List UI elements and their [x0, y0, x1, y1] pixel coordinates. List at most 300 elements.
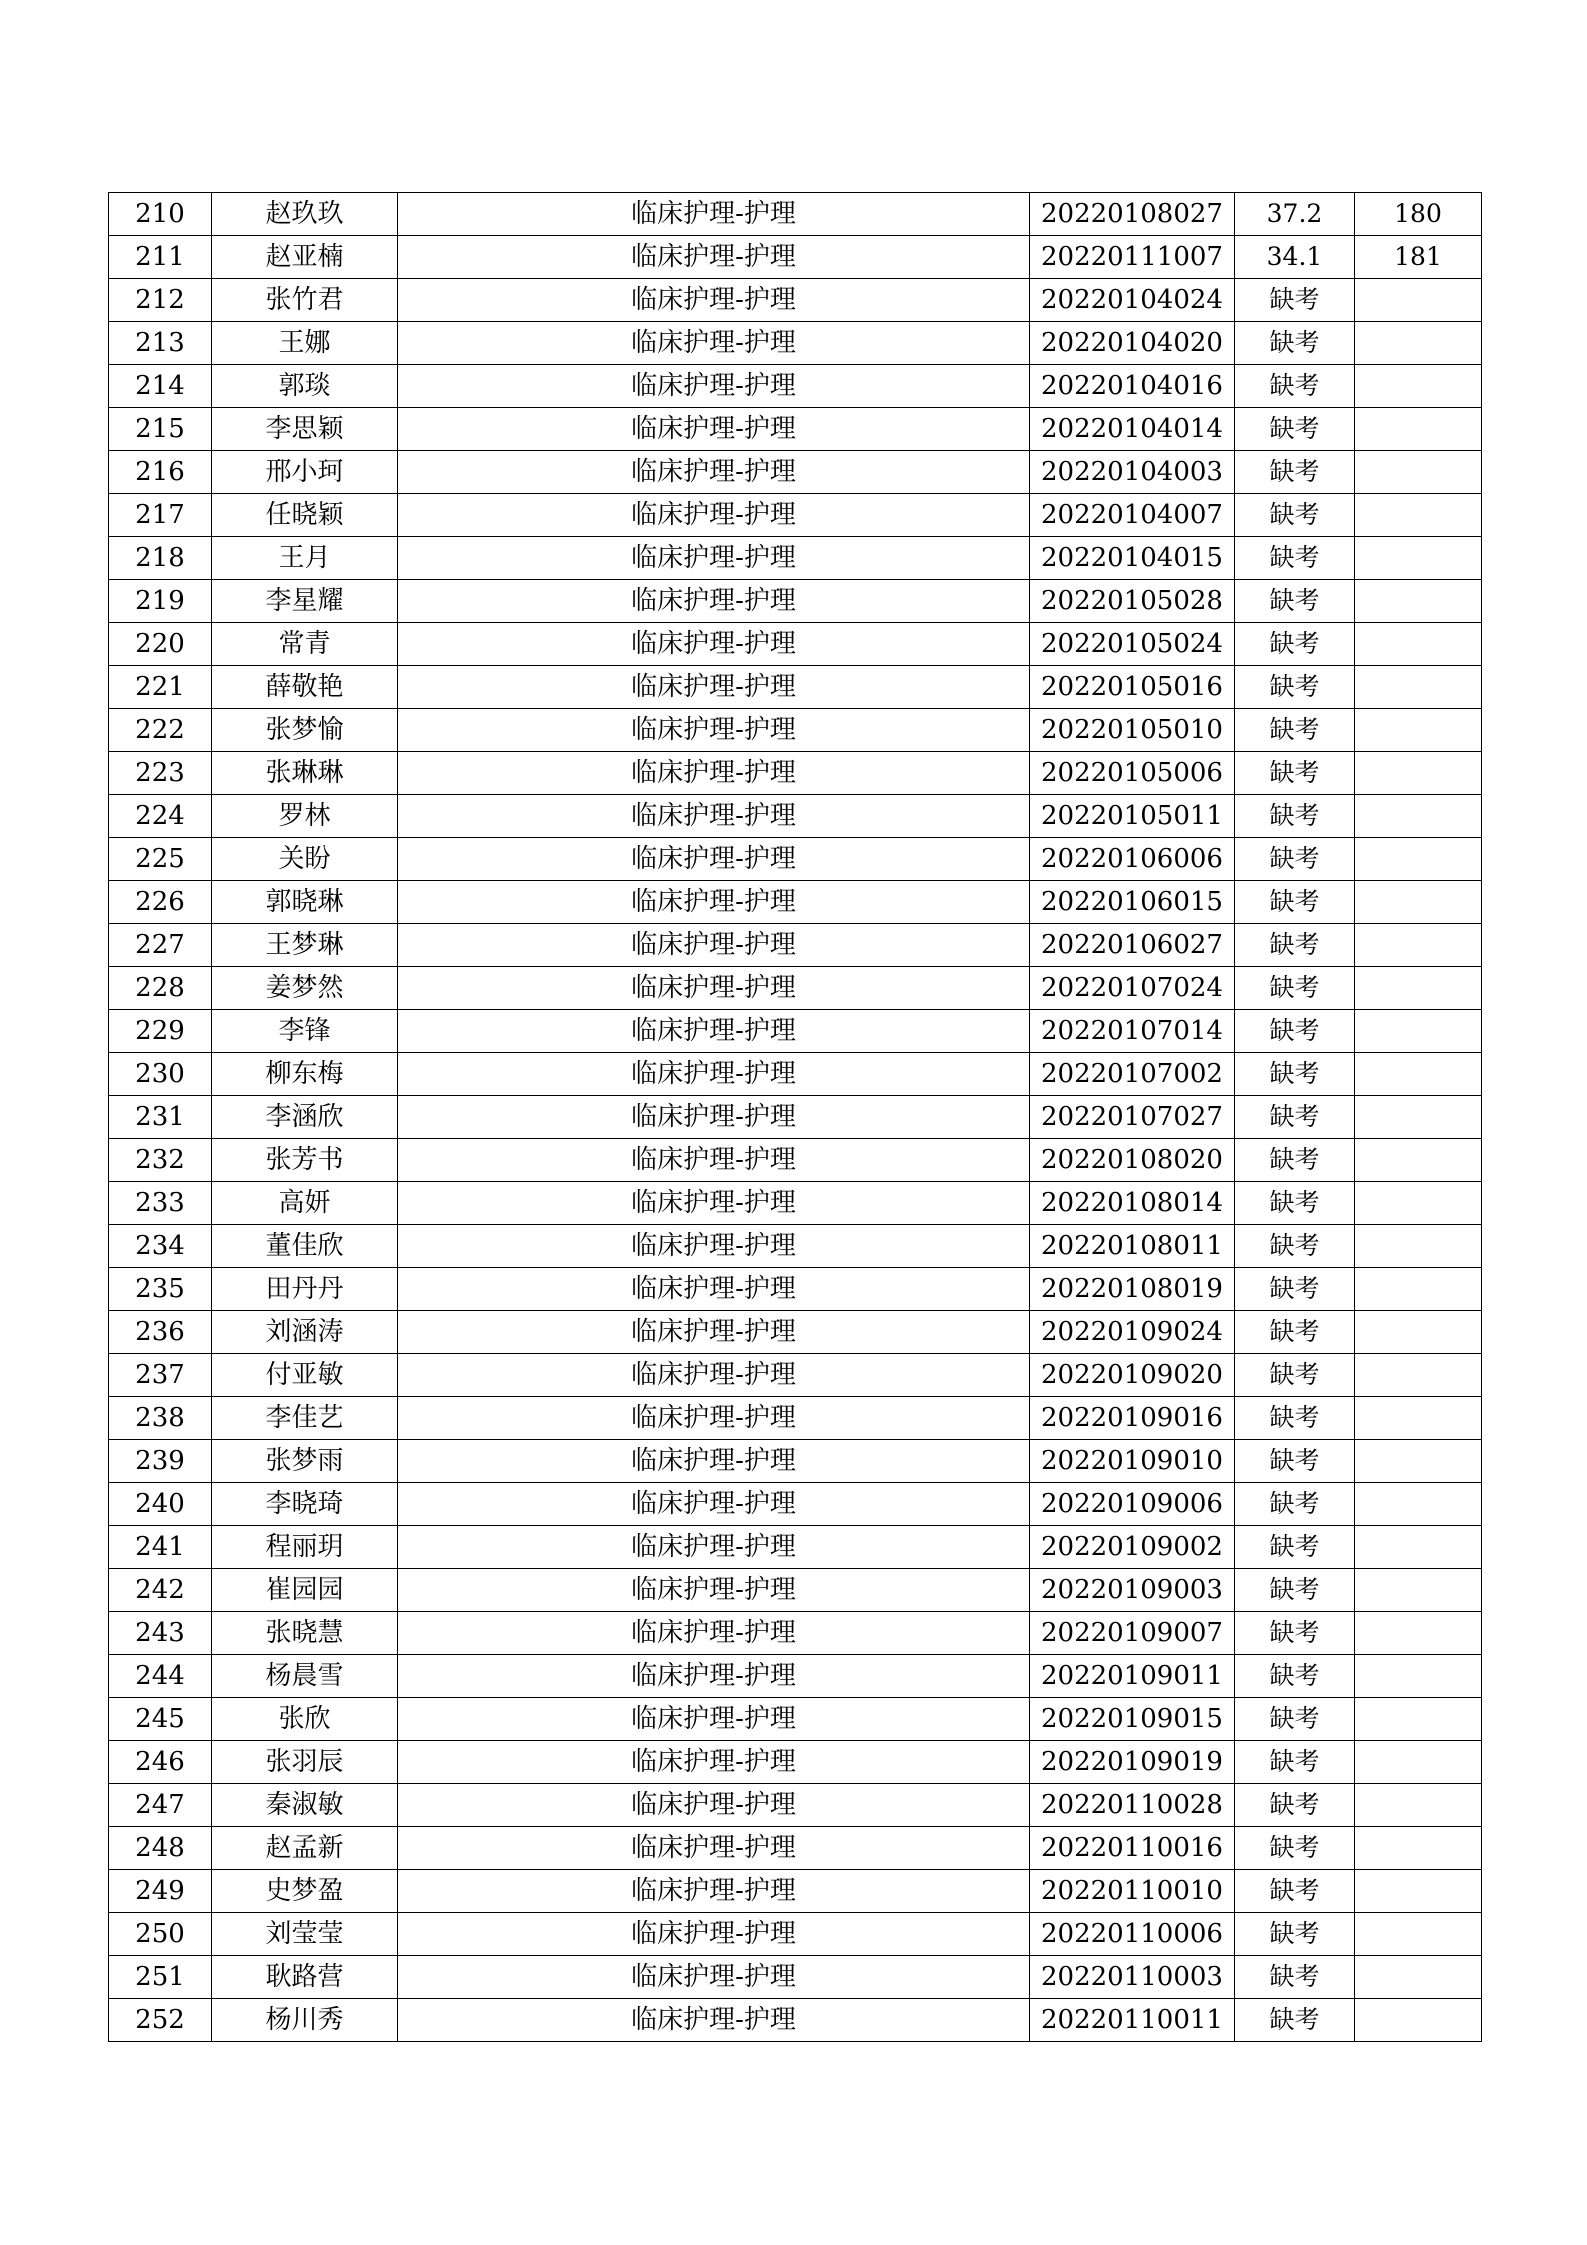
score-cell: 缺考 [1235, 1655, 1355, 1698]
table-row [109, 1526, 1482, 1569]
score-cell: 缺考 [1235, 1225, 1355, 1268]
name-cell: 杨川秀 [212, 1999, 398, 2042]
exam-number-cell: 20220107014 [1030, 1010, 1235, 1053]
rank-cell [1355, 1870, 1482, 1913]
rank-cell [1355, 279, 1482, 322]
rank-cell: 180 [1355, 193, 1482, 236]
table-row [109, 1311, 1482, 1354]
sequence-cell: 237 [109, 1354, 212, 1397]
sequence-cell: 252 [109, 1999, 212, 2042]
score-cell: 缺考 [1235, 1956, 1355, 1999]
score-cell: 34.1 [1235, 236, 1355, 279]
sequence-cell: 233 [109, 1182, 212, 1225]
name-cell: 常青 [212, 623, 398, 666]
table-row [109, 666, 1482, 709]
position-cell: 临床护理-护理 [398, 580, 1030, 623]
sequence-cell: 224 [109, 795, 212, 838]
table-row [109, 1440, 1482, 1483]
name-cell: 关盼 [212, 838, 398, 881]
rank-cell [1355, 1483, 1482, 1526]
exam-number-cell: 20220110003 [1030, 1956, 1235, 1999]
score-cell: 缺考 [1235, 1913, 1355, 1956]
position-cell: 临床护理-护理 [398, 1956, 1030, 1999]
table-row [109, 537, 1482, 580]
table-row [109, 1397, 1482, 1440]
rank-cell [1355, 795, 1482, 838]
exam-number-cell: 20220104024 [1030, 279, 1235, 322]
name-cell: 李涵欣 [212, 1096, 398, 1139]
sequence-cell: 230 [109, 1053, 212, 1096]
rank-cell [1355, 1569, 1482, 1612]
exam-number-cell: 20220105024 [1030, 623, 1235, 666]
table-row [109, 1698, 1482, 1741]
sequence-cell: 223 [109, 752, 212, 795]
sequence-cell: 229 [109, 1010, 212, 1053]
position-cell: 临床护理-护理 [398, 1870, 1030, 1913]
table-row [109, 236, 1482, 279]
table-row [109, 1483, 1482, 1526]
sequence-cell: 211 [109, 236, 212, 279]
position-cell: 临床护理-护理 [398, 193, 1030, 236]
position-cell: 临床护理-护理 [398, 494, 1030, 537]
sequence-cell: 243 [109, 1612, 212, 1655]
exam-number-cell: 20220111007 [1030, 236, 1235, 279]
table-row [109, 924, 1482, 967]
table-row [109, 709, 1482, 752]
rank-cell [1355, 1827, 1482, 1870]
sequence-cell: 251 [109, 1956, 212, 1999]
rank-cell [1355, 881, 1482, 924]
name-cell: 高妍 [212, 1182, 398, 1225]
table-row [109, 322, 1482, 365]
position-cell: 临床护理-护理 [398, 838, 1030, 881]
table-row [109, 1870, 1482, 1913]
sequence-cell: 226 [109, 881, 212, 924]
name-cell: 罗林 [212, 795, 398, 838]
name-cell: 王梦琳 [212, 924, 398, 967]
rank-cell [1355, 752, 1482, 795]
exam-number-cell: 20220104007 [1030, 494, 1235, 537]
sequence-cell: 232 [109, 1139, 212, 1182]
name-cell: 李佳艺 [212, 1397, 398, 1440]
score-cell: 缺考 [1235, 365, 1355, 408]
rank-cell [1355, 1784, 1482, 1827]
position-cell: 临床护理-护理 [398, 1612, 1030, 1655]
sequence-cell: 240 [109, 1483, 212, 1526]
exam-number-cell: 20220104016 [1030, 365, 1235, 408]
rank-cell [1355, 580, 1482, 623]
sequence-cell: 225 [109, 838, 212, 881]
exam-number-cell: 20220109020 [1030, 1354, 1235, 1397]
position-cell: 临床护理-护理 [398, 1698, 1030, 1741]
rank-cell [1355, 322, 1482, 365]
sequence-cell: 213 [109, 322, 212, 365]
table-row [109, 795, 1482, 838]
score-cell: 缺考 [1235, 537, 1355, 580]
rank-cell [1355, 1268, 1482, 1311]
score-cell: 缺考 [1235, 881, 1355, 924]
rank-cell [1355, 451, 1482, 494]
table-row [109, 451, 1482, 494]
rank-cell [1355, 1053, 1482, 1096]
table-row [109, 365, 1482, 408]
rank-cell [1355, 537, 1482, 580]
name-cell: 董佳欣 [212, 1225, 398, 1268]
score-cell: 缺考 [1235, 666, 1355, 709]
rank-cell [1355, 1913, 1482, 1956]
exam-number-cell: 20220104003 [1030, 451, 1235, 494]
score-cell: 缺考 [1235, 838, 1355, 881]
name-cell: 李思颖 [212, 408, 398, 451]
exam-number-cell: 20220110011 [1030, 1999, 1235, 2042]
sequence-cell: 248 [109, 1827, 212, 1870]
table-row [109, 967, 1482, 1010]
score-cell: 缺考 [1235, 408, 1355, 451]
rank-cell [1355, 1096, 1482, 1139]
exam-number-cell: 20220109007 [1030, 1612, 1235, 1655]
score-cell: 37.2 [1235, 193, 1355, 236]
position-cell: 临床护理-护理 [398, 924, 1030, 967]
position-cell: 临床护理-护理 [398, 1139, 1030, 1182]
position-cell: 临床护理-护理 [398, 881, 1030, 924]
exam-number-cell: 20220107002 [1030, 1053, 1235, 1096]
table-row [109, 1956, 1482, 1999]
name-cell: 张羽辰 [212, 1741, 398, 1784]
score-cell: 缺考 [1235, 1526, 1355, 1569]
table-row [109, 752, 1482, 795]
name-cell: 王娜 [212, 322, 398, 365]
name-cell: 张芳书 [212, 1139, 398, 1182]
exam-number-cell: 20220109019 [1030, 1741, 1235, 1784]
score-cell: 缺考 [1235, 709, 1355, 752]
name-cell: 赵孟新 [212, 1827, 398, 1870]
exam-number-cell: 20220110016 [1030, 1827, 1235, 1870]
table-row [109, 193, 1482, 236]
position-cell: 临床护理-护理 [398, 451, 1030, 494]
name-cell: 郭琰 [212, 365, 398, 408]
rank-cell [1355, 1698, 1482, 1741]
sequence-cell: 236 [109, 1311, 212, 1354]
position-cell: 临床护理-护理 [398, 1354, 1030, 1397]
sequence-cell: 227 [109, 924, 212, 967]
score-cell: 缺考 [1235, 1612, 1355, 1655]
exam-number-cell: 20220107027 [1030, 1096, 1235, 1139]
exam-number-cell: 20220106027 [1030, 924, 1235, 967]
position-cell: 临床护理-护理 [398, 1483, 1030, 1526]
results-table-body [109, 193, 1482, 2042]
exam-number-cell: 20220109010 [1030, 1440, 1235, 1483]
score-cell: 缺考 [1235, 795, 1355, 838]
rank-cell [1355, 666, 1482, 709]
rank-cell [1355, 924, 1482, 967]
exam-number-cell: 20220109016 [1030, 1397, 1235, 1440]
exam-number-cell: 20220108014 [1030, 1182, 1235, 1225]
exam-number-cell: 20220105016 [1030, 666, 1235, 709]
score-cell: 缺考 [1235, 1053, 1355, 1096]
rank-cell [1355, 1397, 1482, 1440]
name-cell: 王月 [212, 537, 398, 580]
exam-number-cell: 20220108011 [1030, 1225, 1235, 1268]
rank-cell [1355, 1311, 1482, 1354]
name-cell: 张梦愉 [212, 709, 398, 752]
name-cell: 史梦盈 [212, 1870, 398, 1913]
rank-cell [1355, 1440, 1482, 1483]
position-cell: 临床护理-护理 [398, 236, 1030, 279]
name-cell: 姜梦然 [212, 967, 398, 1010]
name-cell: 崔园园 [212, 1569, 398, 1612]
sequence-cell: 249 [109, 1870, 212, 1913]
position-cell: 临床护理-护理 [398, 1784, 1030, 1827]
score-cell: 缺考 [1235, 1999, 1355, 2042]
position-cell: 临床护理-护理 [398, 1010, 1030, 1053]
sequence-cell: 250 [109, 1913, 212, 1956]
sequence-cell: 246 [109, 1741, 212, 1784]
table-row [109, 1225, 1482, 1268]
position-cell: 临床护理-护理 [398, 1225, 1030, 1268]
table-row [109, 279, 1482, 322]
score-cell: 缺考 [1235, 1139, 1355, 1182]
sequence-cell: 239 [109, 1440, 212, 1483]
exam-number-cell: 20220108020 [1030, 1139, 1235, 1182]
exam-number-cell: 20220105011 [1030, 795, 1235, 838]
exam-number-cell: 20220106006 [1030, 838, 1235, 881]
sequence-cell: 247 [109, 1784, 212, 1827]
table-row [109, 1268, 1482, 1311]
name-cell: 张琳琳 [212, 752, 398, 795]
sequence-cell: 220 [109, 623, 212, 666]
table-row [109, 580, 1482, 623]
exam-number-cell: 20220110010 [1030, 1870, 1235, 1913]
sequence-cell: 238 [109, 1397, 212, 1440]
results-table [108, 192, 1482, 2042]
score-cell: 缺考 [1235, 623, 1355, 666]
rank-cell: 181 [1355, 236, 1482, 279]
exam-number-cell: 20220104015 [1030, 537, 1235, 580]
table-row [109, 1139, 1482, 1182]
sequence-cell: 244 [109, 1655, 212, 1698]
name-cell: 张欣 [212, 1698, 398, 1741]
exam-number-cell: 20220109003 [1030, 1569, 1235, 1612]
position-cell: 临床护理-护理 [398, 1182, 1030, 1225]
sequence-cell: 221 [109, 666, 212, 709]
score-cell: 缺考 [1235, 1182, 1355, 1225]
score-cell: 缺考 [1235, 924, 1355, 967]
rank-cell [1355, 1139, 1482, 1182]
position-cell: 临床护理-护理 [398, 1827, 1030, 1870]
position-cell: 临床护理-护理 [398, 709, 1030, 752]
exam-number-cell: 20220105010 [1030, 709, 1235, 752]
table-row [109, 494, 1482, 537]
score-cell: 缺考 [1235, 967, 1355, 1010]
exam-number-cell: 20220110028 [1030, 1784, 1235, 1827]
name-cell: 杨晨雪 [212, 1655, 398, 1698]
name-cell: 李晓琦 [212, 1483, 398, 1526]
position-cell: 临床护理-护理 [398, 1053, 1030, 1096]
name-cell: 李星耀 [212, 580, 398, 623]
name-cell: 薛敬艳 [212, 666, 398, 709]
rank-cell [1355, 838, 1482, 881]
table-row [109, 1999, 1482, 2042]
table-row [109, 1182, 1482, 1225]
rank-cell [1355, 408, 1482, 451]
rank-cell [1355, 365, 1482, 408]
score-cell: 缺考 [1235, 1827, 1355, 1870]
position-cell: 临床护理-护理 [398, 1526, 1030, 1569]
name-cell: 张晓慧 [212, 1612, 398, 1655]
sequence-cell: 222 [109, 709, 212, 752]
score-cell: 缺考 [1235, 1096, 1355, 1139]
name-cell: 郭晓琳 [212, 881, 398, 924]
sequence-cell: 242 [109, 1569, 212, 1612]
name-cell: 程丽玥 [212, 1526, 398, 1569]
score-cell: 缺考 [1235, 1397, 1355, 1440]
exam-number-cell: 20220110006 [1030, 1913, 1235, 1956]
score-cell: 缺考 [1235, 1311, 1355, 1354]
position-cell: 临床护理-护理 [398, 1440, 1030, 1483]
position-cell: 临床护理-护理 [398, 322, 1030, 365]
table-row [109, 1741, 1482, 1784]
position-cell: 临床护理-护理 [398, 967, 1030, 1010]
sequence-cell: 228 [109, 967, 212, 1010]
sequence-cell: 245 [109, 1698, 212, 1741]
sequence-cell: 212 [109, 279, 212, 322]
score-cell: 缺考 [1235, 494, 1355, 537]
sequence-cell: 241 [109, 1526, 212, 1569]
score-cell: 缺考 [1235, 1569, 1355, 1612]
table-row [109, 408, 1482, 451]
exam-number-cell: 20220106015 [1030, 881, 1235, 924]
name-cell: 耿路营 [212, 1956, 398, 1999]
name-cell: 赵亚楠 [212, 236, 398, 279]
sequence-cell: 216 [109, 451, 212, 494]
position-cell: 临床护理-护理 [398, 1311, 1030, 1354]
score-cell: 缺考 [1235, 1784, 1355, 1827]
rank-cell [1355, 1225, 1482, 1268]
sequence-cell: 214 [109, 365, 212, 408]
rank-cell [1355, 1741, 1482, 1784]
rank-cell [1355, 1956, 1482, 1999]
score-cell: 缺考 [1235, 279, 1355, 322]
sequence-cell: 231 [109, 1096, 212, 1139]
position-cell: 临床护理-护理 [398, 537, 1030, 580]
table-row [109, 1053, 1482, 1096]
rank-cell [1355, 1655, 1482, 1698]
name-cell: 张梦雨 [212, 1440, 398, 1483]
exam-number-cell: 20220104020 [1030, 322, 1235, 365]
name-cell: 田丹丹 [212, 1268, 398, 1311]
rank-cell [1355, 1612, 1482, 1655]
rank-cell [1355, 623, 1482, 666]
sequence-cell: 217 [109, 494, 212, 537]
score-cell: 缺考 [1235, 322, 1355, 365]
rank-cell [1355, 1010, 1482, 1053]
score-cell: 缺考 [1235, 752, 1355, 795]
exam-number-cell: 20220109024 [1030, 1311, 1235, 1354]
table-row [109, 1010, 1482, 1053]
rank-cell [1355, 1182, 1482, 1225]
exam-number-cell: 20220109002 [1030, 1526, 1235, 1569]
table-row [109, 1612, 1482, 1655]
table-row [109, 838, 1482, 881]
sequence-cell: 218 [109, 537, 212, 580]
sequence-cell: 219 [109, 580, 212, 623]
position-cell: 临床护理-护理 [398, 365, 1030, 408]
table-row [109, 1354, 1482, 1397]
position-cell: 临床护理-护理 [398, 1569, 1030, 1612]
rank-cell [1355, 967, 1482, 1010]
score-cell: 缺考 [1235, 1698, 1355, 1741]
name-cell: 秦淑敏 [212, 1784, 398, 1827]
rank-cell [1355, 709, 1482, 752]
score-cell: 缺考 [1235, 1268, 1355, 1311]
position-cell: 临床护理-护理 [398, 1913, 1030, 1956]
name-cell: 刘莹莹 [212, 1913, 398, 1956]
sequence-cell: 234 [109, 1225, 212, 1268]
position-cell: 临床护理-护理 [398, 1397, 1030, 1440]
sequence-cell: 215 [109, 408, 212, 451]
table-row [109, 1569, 1482, 1612]
position-cell: 临床护理-护理 [398, 623, 1030, 666]
score-cell: 缺考 [1235, 1354, 1355, 1397]
table-row [109, 1913, 1482, 1956]
table-row [109, 1827, 1482, 1870]
name-cell: 张竹君 [212, 279, 398, 322]
table-row [109, 1655, 1482, 1698]
score-cell: 缺考 [1235, 1870, 1355, 1913]
exam-number-cell: 20220105028 [1030, 580, 1235, 623]
exam-number-cell: 20220107024 [1030, 967, 1235, 1010]
name-cell: 邢小珂 [212, 451, 398, 494]
rank-cell [1355, 1999, 1482, 2042]
score-cell: 缺考 [1235, 451, 1355, 494]
exam-number-cell: 20220105006 [1030, 752, 1235, 795]
position-cell: 临床护理-护理 [398, 1999, 1030, 2042]
table-row [109, 1096, 1482, 1139]
exam-number-cell: 20220108027 [1030, 193, 1235, 236]
position-cell: 临床护理-护理 [398, 1268, 1030, 1311]
exam-number-cell: 20220108019 [1030, 1268, 1235, 1311]
name-cell: 付亚敏 [212, 1354, 398, 1397]
name-cell: 任晓颖 [212, 494, 398, 537]
rank-cell [1355, 494, 1482, 537]
sequence-cell: 235 [109, 1268, 212, 1311]
exam-number-cell: 20220109015 [1030, 1698, 1235, 1741]
table-row [109, 1784, 1482, 1827]
position-cell: 临床护理-护理 [398, 408, 1030, 451]
name-cell: 赵玖玖 [212, 193, 398, 236]
position-cell: 临床护理-护理 [398, 1655, 1030, 1698]
rank-cell [1355, 1354, 1482, 1397]
score-cell: 缺考 [1235, 580, 1355, 623]
exam-number-cell: 20220104014 [1030, 408, 1235, 451]
rank-cell [1355, 1526, 1482, 1569]
position-cell: 临床护理-护理 [398, 752, 1030, 795]
table-row [109, 881, 1482, 924]
position-cell: 临床护理-护理 [398, 1096, 1030, 1139]
name-cell: 李锋 [212, 1010, 398, 1053]
score-cell: 缺考 [1235, 1483, 1355, 1526]
exam-number-cell: 20220109006 [1030, 1483, 1235, 1526]
score-cell: 缺考 [1235, 1741, 1355, 1784]
score-cell: 缺考 [1235, 1440, 1355, 1483]
score-cell: 缺考 [1235, 1010, 1355, 1053]
table-row [109, 623, 1482, 666]
position-cell: 临床护理-护理 [398, 279, 1030, 322]
sequence-cell: 210 [109, 193, 212, 236]
name-cell: 柳东梅 [212, 1053, 398, 1096]
position-cell: 临床护理-护理 [398, 1741, 1030, 1784]
name-cell: 刘涵涛 [212, 1311, 398, 1354]
